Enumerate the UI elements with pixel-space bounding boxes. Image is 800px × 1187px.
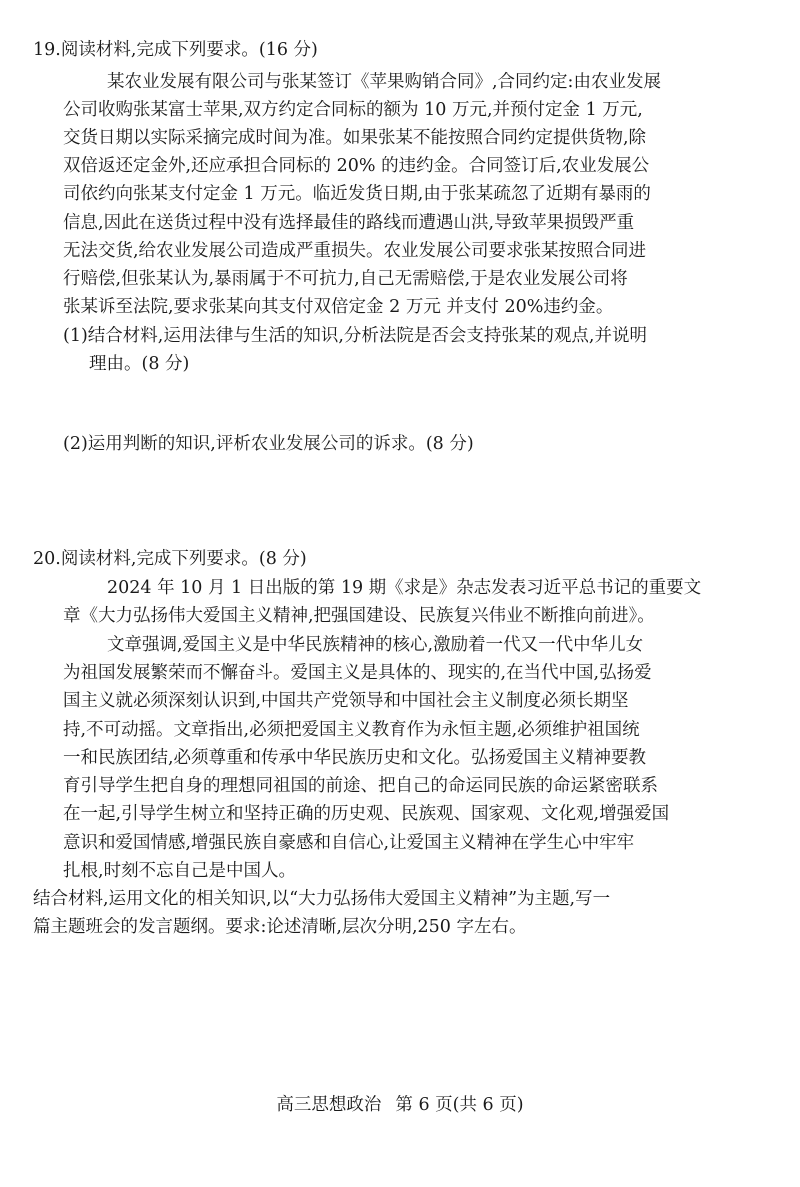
page-footer bbox=[0, 1093, 800, 1117]
q20-para2-line: 在一起,引导学生树立和坚持正确的历史观、民族观、国家观、文化观,增强爱国 bbox=[63, 804, 670, 824]
q20-para2-line: 扎根,时刻不忘自己是中国人。 bbox=[63, 861, 297, 881]
q20-para2-line: 持,不可动摇。文章指出,必须把爱国主义教育作为永恒主题,必须维护祖国统 bbox=[63, 720, 640, 740]
q19-material-line: 无法交货,给农业发展公司造成严重损失。农业发展公司要求张某按照合同进 bbox=[63, 241, 647, 261]
q19-material-line: 双倍返还定金外,还应承担合同标的 20% 的违约金。合同签订后,农业发展公 bbox=[63, 156, 650, 176]
q20-para2-line: 为祖国发展繁荣而不懈奋斗。爱国主义是具体的、现实的,在当代中国,弘扬爱 bbox=[63, 663, 652, 683]
q19-material-line: 信息,因此在送货过程中没有选择最佳的路线而遭遇山洪,导致苹果损毁严重 bbox=[63, 213, 635, 233]
q20-para2-line: 一和民族团结,必须尊重和传承中华民族历史和文化。弘扬爱国主义精神要教 bbox=[63, 748, 647, 768]
q20-task-line: 篇主题班会的发言题纲。要求:论述清晰,层次分明,250 字左右。 bbox=[33, 917, 527, 937]
q20-para2-line: 国主义就必须深刻认识到,中国共产党领导和中国社会主义制度必须长期坚 bbox=[63, 691, 629, 711]
q19-sub1: (1)结合材料,运用法律与生活的知识,分析法院是否会支持张某的观点,并说明 bbox=[63, 326, 647, 346]
q20-task-line: 结合材料,运用文化的相关知识,以“大力弘扬伟大爱国主义精神”为主题,写一 bbox=[33, 889, 611, 909]
q19-material-line: 某农业发展有限公司与张某签订《苹果购销合同》,合同约定:由农业发展 bbox=[107, 72, 661, 92]
q20-title: 20.阅读材料,完成下列要求。(8 分) bbox=[33, 549, 307, 569]
q20-para2-line: 育引导学生把自身的理想同祖国的前途、把自己的命运同民族的命运紧密联系 bbox=[63, 776, 658, 796]
q20-para1-line: 2024 年 10 月 1 日出版的第 19 期《求是》杂志发表习近平总书记的重要文 bbox=[107, 578, 702, 598]
q19-material-line: 公司收购张某富士苹果,双方约定合同标的额为 10 万元,并预付定金 1 万元, bbox=[63, 100, 643, 120]
q20-para2-line: 文章强调,爱国主义是中华民族精神的核心,激励着一代又一代中华儿女 bbox=[107, 635, 644, 655]
q19-material-line: 张某诉至法院,要求张某向其支付双倍定金 2 万元 并支付 20%违约金。 bbox=[63, 297, 614, 317]
q19-material-line: 交货日期以实际采摘完成时间为准。如果张某不能按照合同约定提供货物,除 bbox=[63, 128, 647, 148]
footer-page-number: 第 6 页(共 6 页) bbox=[395, 1095, 524, 1115]
q20-para1-line: 章《大力弘扬伟大爱国主义精神,把强国建设、民族复兴伟业不断推向前进》。 bbox=[63, 606, 655, 626]
footer-subject: 高三思想政治 bbox=[276, 1095, 382, 1115]
q19-material-line: 司依约向张某支付定金 1 万元。临近发货日期,由于张某疏忽了近期有暴雨的 bbox=[63, 184, 651, 204]
q19-material-line: 行赔偿,但张某认为,暴雨属于不可抗力,自己无需赔偿,于是农业发展公司将 bbox=[63, 269, 628, 289]
q19-sub2: (2)运用判断的知识,评析农业发展公司的诉求。(8 分) bbox=[63, 434, 474, 454]
q20-para2-line: 意识和爱国情感,增强民族自豪感和自信心,让爱国主义精神在学生心中牢牢 bbox=[63, 833, 635, 853]
q19-sub1-cont: 理由。(8 分) bbox=[89, 354, 190, 374]
q19-title: 19.阅读材料,完成下列要求。(16 分) bbox=[33, 40, 318, 60]
